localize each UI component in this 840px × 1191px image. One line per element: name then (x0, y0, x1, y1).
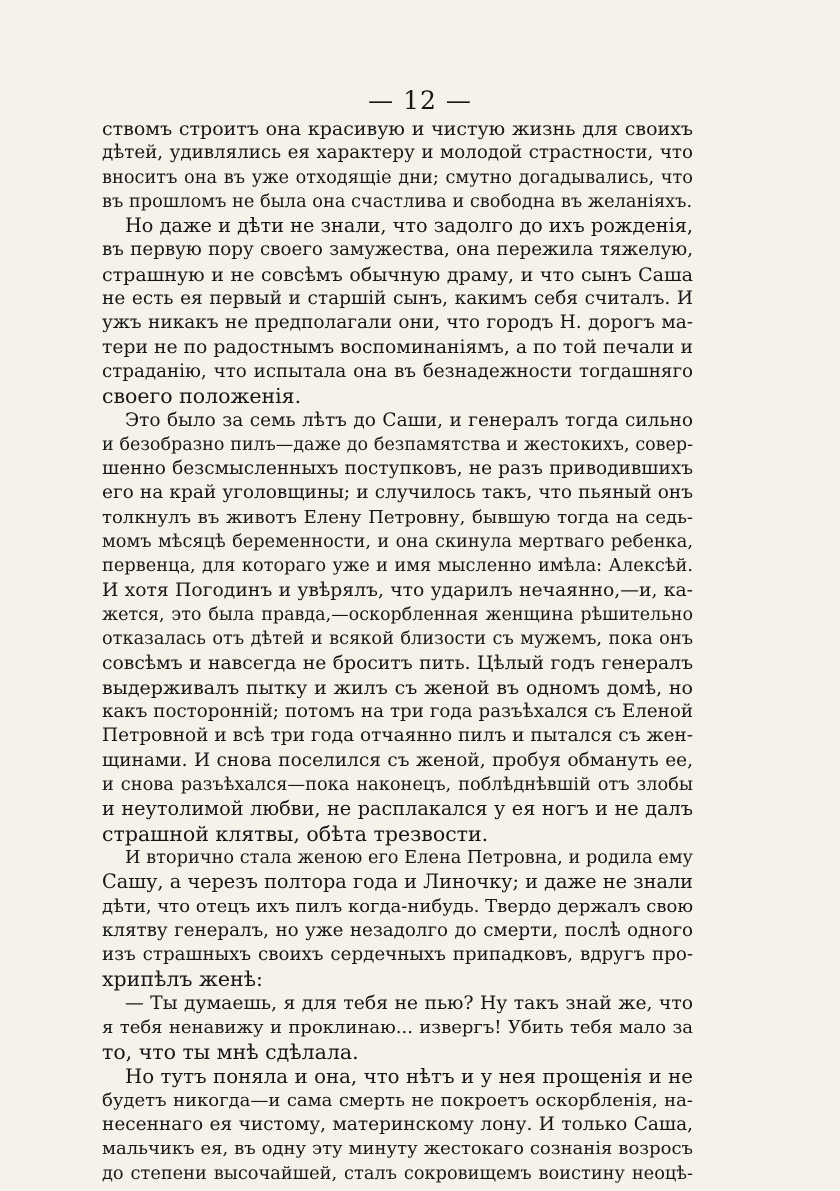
text-line: несеннаго ея чистому, материнскому лону. И только Саша, (102, 1114, 693, 1136)
text-line: жется, это была правда,—оскорбленная женщина рѣшительно (102, 604, 693, 625)
text-line: мальчикъ ея, въ одну эту минуту жестокаго сознанія возросъ (102, 1138, 693, 1160)
text-line: его на край уголовщины; и случилось такъ, что пьяный онъ (102, 482, 693, 504)
text-line: Но даже и дѣти не знали, что задолго до ихъ рожденія, (125, 214, 693, 238)
text-line: страданію, что испытала она въ безнадежности тогдашняго (102, 360, 693, 382)
text-line: изъ страшныхъ своихъ сердечныхъ припадковъ, вдругъ про- (102, 944, 693, 966)
text-line: будетъ никогда—и сама смерть не покроетъ оскорбленія, на- (102, 1089, 693, 1111)
text-line: какъ посторонній; потомъ на три года разъѣхался съ Еленой (102, 701, 693, 723)
text-line: выдерживалъ пытку и жилъ съ женой въ одномъ домѣ, но (102, 676, 693, 699)
text-line: въ первую пору своего замужества, она пережила тяжелую, (102, 239, 693, 261)
text-line: первенца, для котораго уже и имя мысленно имѣла: Алексѣй. (102, 556, 693, 577)
text-line: то, что ты мнѣ сдѣлала. (102, 1040, 359, 1065)
text-line: Сашу, а черезъ полтора года и Линочку; и даже не знали (102, 870, 693, 894)
text-line: совсѣмъ и навсегда не броситъ пить. Цѣлый годъ генералъ (102, 652, 693, 674)
text-line: своего положенія. (102, 384, 302, 409)
text-line: дѣтей, удивлялись ея характеру и молодой страстности, что (102, 142, 693, 164)
body-text (102, 117, 693, 1186)
text-line: страшной клятвы, обѣта трезвости. (102, 821, 489, 846)
text-line: ужъ никакъ не предполагали они, что городъ Н. дорогъ ма- (102, 312, 693, 334)
text-line: Это было за семь лѣтъ до Саши, и генералъ тогда сильно (125, 409, 693, 431)
text-line: толкнулъ въ животъ Елену Петровну, бывшую тогда на седь- (102, 506, 693, 528)
page-number: — 12 — (368, 86, 472, 115)
text-line: и безобразно пилъ—даже до безпамятства и жестокихъ, совер- (102, 434, 693, 455)
text-line: И хотя Погодинъ и увѣрялъ, что ударилъ нечаянно,—и, ка- (102, 579, 693, 601)
text-line: шенно безсмысленныхъ поступковъ, не разъ приводившихъ (102, 458, 693, 480)
text-line: клятву генералъ, но уже незадолго до смерти, послѣ одного (102, 919, 693, 941)
text-line: тери не по радостнымъ воспоминаніямъ, а по той печали и (102, 336, 693, 358)
text-line: отказалась отъ дѣтей и всякой близости съ мужемъ, пока онъ (102, 629, 693, 650)
text-line: И вторично стала женою его Елена Петровна, и родила ему (125, 847, 693, 868)
text-line: страшную и не совсѣмъ обычную драму, и что сынъ Саша (102, 263, 693, 286)
text-line: момъ мѣсяцѣ беременности, и она скинула мертваго ребенка, (102, 532, 693, 553)
text-line: и неутолимой любви, не расплакался у ея ногъ и не далъ (102, 797, 693, 821)
text-line: до степени высочайшей, сталъ сокровищемъ воистину неоцѣ- (102, 1163, 693, 1184)
text-line: я тебя ненавижу и проклинаю... извергъ! Убить тебя мало за (102, 1016, 693, 1038)
text-line: Но тутъ поняла и она, что нѣтъ и у нея прощенія и не (125, 1064, 693, 1088)
text-line: щинами. И снова поселился съ женой, пробуя обмануть ее, (102, 749, 693, 771)
text-line: и снова разъѣхался—пока наконецъ, поблѣднѣвшій отъ злобы (102, 775, 693, 796)
text-line: не есть ея первый и старшій сынъ, какимъ себя считалъ. И (102, 288, 693, 310)
text-line: дѣти, что отецъ ихъ пилъ когда-нибудь. Твердо держалъ свою (102, 895, 693, 917)
text-line: ствомъ строитъ она красивую и чистую жизнь для своихъ (102, 118, 693, 140)
text-line: въ прошломъ не была она счастлива и свободна въ желаніяхъ. (102, 191, 693, 212)
text-line: Петровной и всѣ три года отчаянно пилъ и пытался съ жен- (102, 725, 693, 747)
text-line: вноситъ она въ уже отходящіе дни; смутно догадывались, что (102, 167, 693, 188)
text-line: хрипѣлъ женѣ: (102, 967, 263, 992)
text-line: — Ты думаешь, я для тебя не пью? Ну такъ знай же, что (125, 992, 693, 1014)
